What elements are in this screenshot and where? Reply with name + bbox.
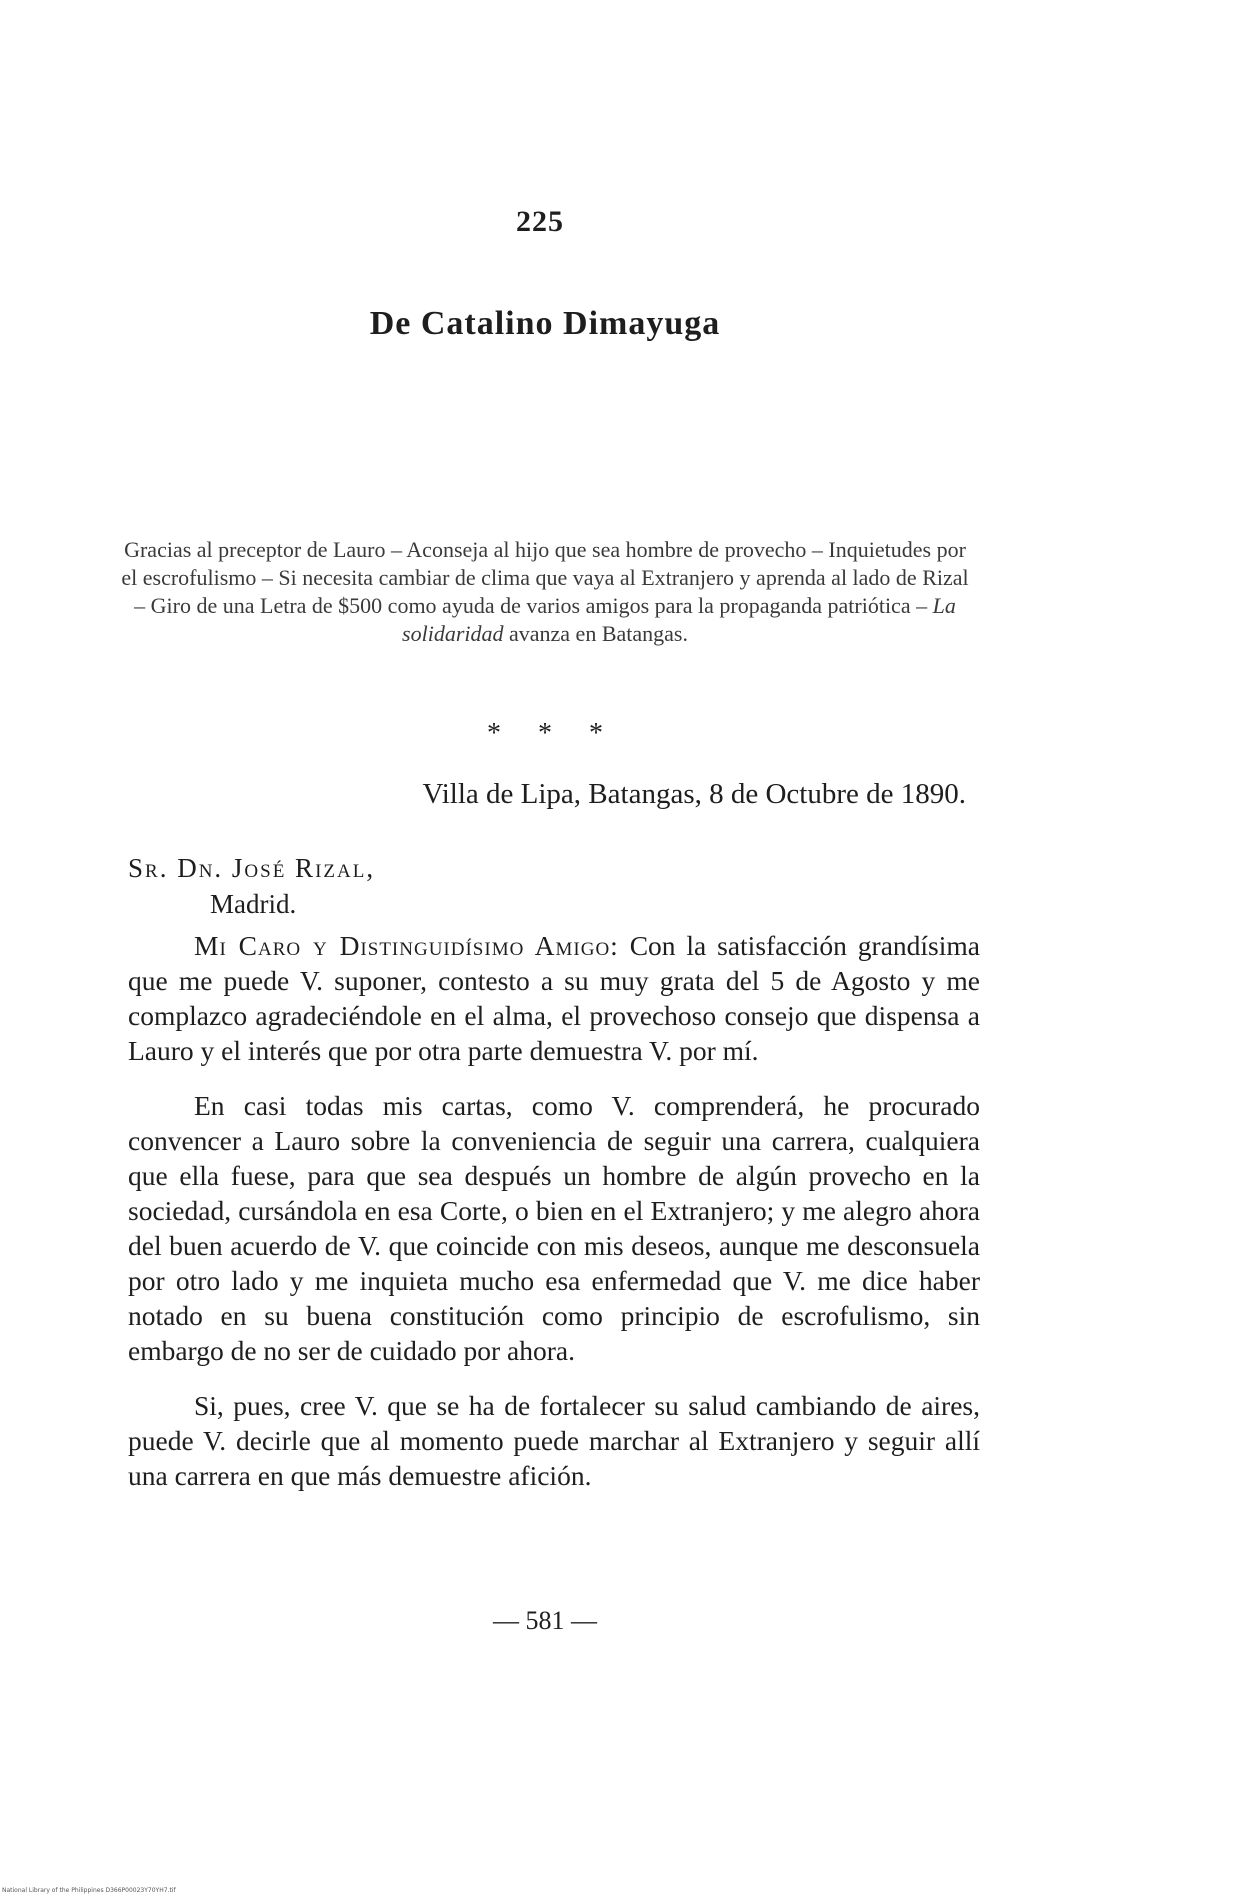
salutation: Mi Caro y Distinguidísimo Amigo: xyxy=(194,930,619,961)
addressee-name: Sr. Dn. José Rizal, xyxy=(128,853,376,883)
letter-title: De Catalino Dimayuga xyxy=(369,305,721,342)
section-separator: * * * xyxy=(487,718,603,749)
addressee-city: Madrid. xyxy=(210,889,297,919)
folio-number: — 581 — xyxy=(493,1606,597,1635)
addressee xyxy=(128,850,375,922)
summary-text: Gracias al preceptor de Lauro – Aconseja al hijo que sea hombre de provecho – Inquietudes por el escrofulismo – Si necesita cambiar de clima que vaya al Extranjero y aprenda al lado de Rizal – Giro de una Letra de $500 como ayuda de varios amigos para la propaganda patriótica – xyxy=(121,537,969,618)
scan-credit: National Library of the Philippines D366P00023Y70YH7.tif xyxy=(2,1887,176,1894)
summary-text-end: avanza en Batangas. xyxy=(503,621,688,646)
page-number: 225 xyxy=(516,205,564,238)
dateline: Villa de Lipa, Batangas, 8 de Octubre de 1890. xyxy=(422,778,966,810)
summary-italic-title: La solidaridad xyxy=(402,593,956,646)
paragraph-1 xyxy=(128,928,980,1068)
letter-body xyxy=(128,928,980,1513)
letter-summary xyxy=(120,536,970,648)
paragraph-3: Si, pues, cree V. que se ha de fortalecer su salud cambiando de aires, puede V. decirle que al momento puede marchar al Extranjero y seguir allí una carrera en que más demuestre afición. xyxy=(128,1390,980,1491)
paragraph-1-text: Con la satisfacción grandísima que me puede V. suponer, contesto a su muy grata del 5 de Agosto y me complazco agradeciéndole en el alma, el provechoso consejo que dispensa a Lauro y el interés que por otra parte demuestra V. por mí. xyxy=(128,930,980,1066)
paragraph-2: En casi todas mis cartas, como V. comprenderá, he procurado convencer a Lauro sobre la conveniencia de seguir una carrera, cualquiera que ella fuese, para que sea después un hombre de algún provecho en la sociedad, cursándola en esa Corte, o bien en el Extranjero; y me alegro ahora del buen acuerdo de V. que coincide con mis deseos, aunque me desconsuela por otro lado y me inquieta mucho esa enfermedad que V. me dice haber notado en su buena constitución como principio de escrofulismo, sin embargo de no ser de cuidado por ahora. xyxy=(128,1090,980,1366)
